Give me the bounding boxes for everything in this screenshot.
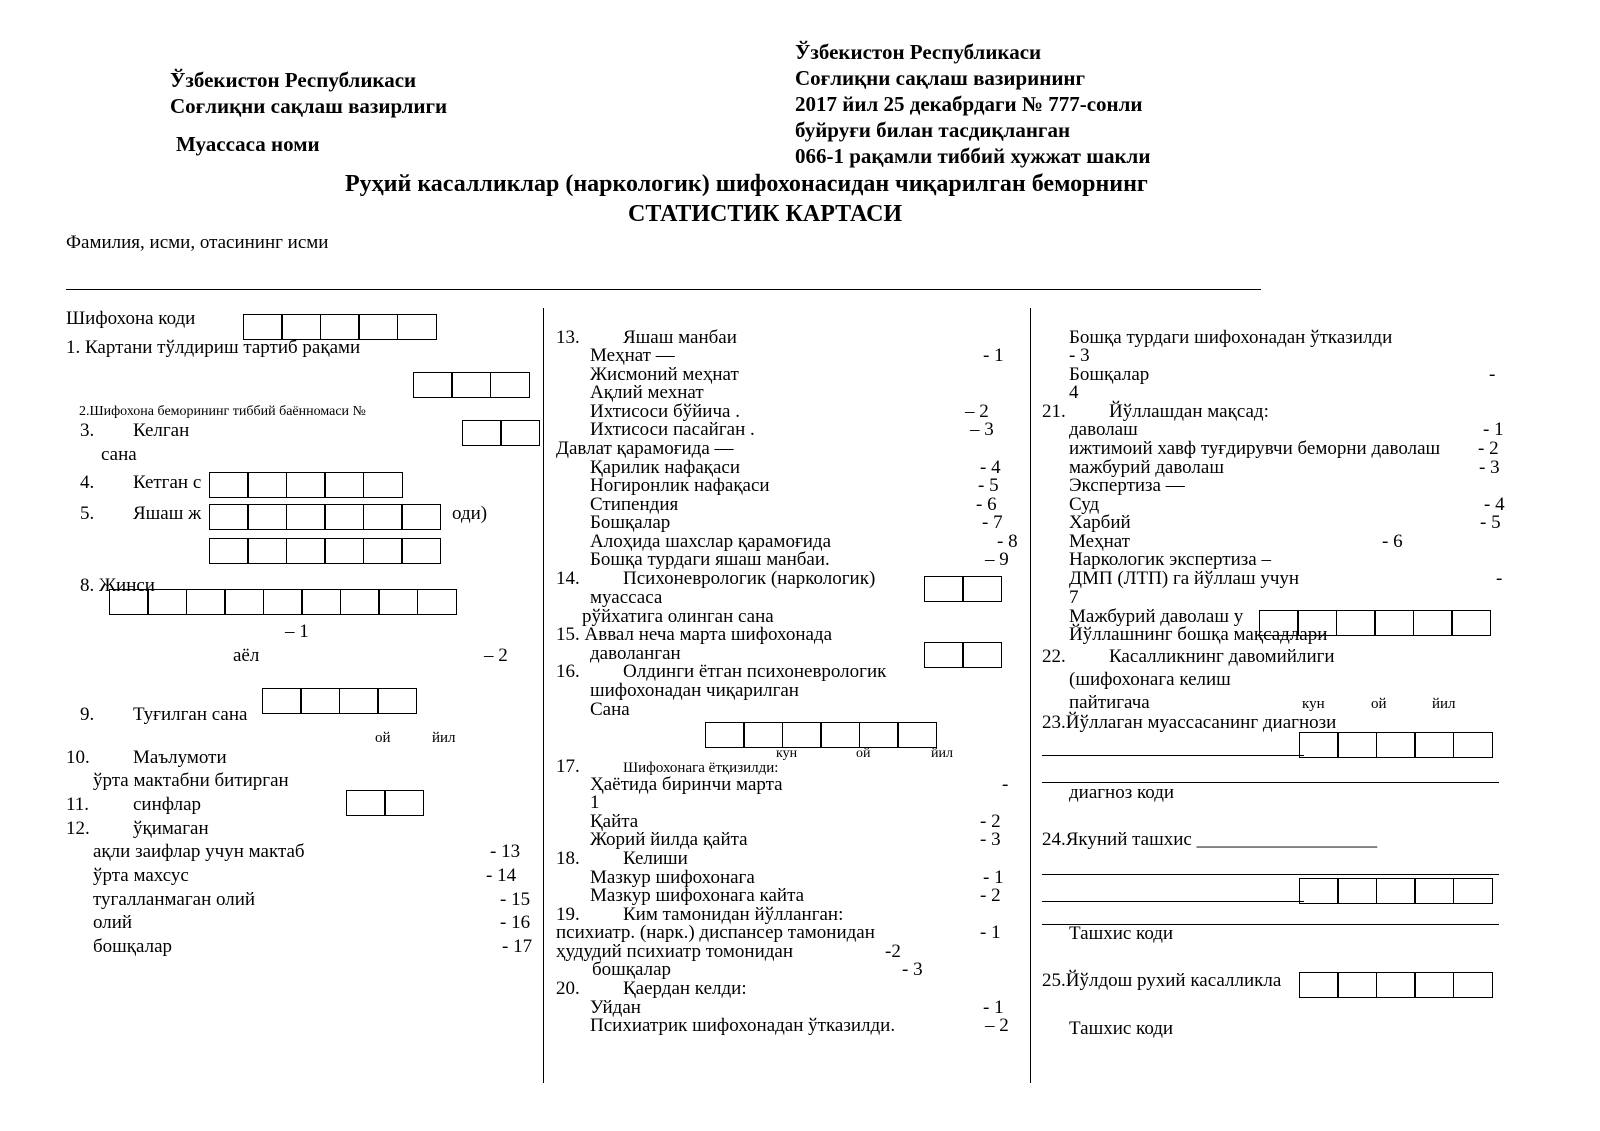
item-16-sub: шифохонадан чиқарилган	[590, 680, 799, 701]
birthdate-boxes[interactable]	[263, 688, 417, 714]
times-treated-boxes[interactable]	[925, 642, 1002, 668]
income-option-code: – 2	[965, 401, 989, 422]
item-23-code-label: диагноз коди	[1069, 782, 1175, 803]
item-5-boxes-1[interactable]	[210, 504, 441, 530]
item-4-label: Кетган с	[133, 472, 202, 493]
item-24-line-1	[1042, 874, 1499, 875]
item-11-number: 11.	[66, 794, 90, 815]
item-2-label: 2.Шифохона беморининг тиббий баённомаси №	[79, 404, 366, 419]
item-22-month-label: ой	[1371, 696, 1387, 712]
income-option-code: - 6	[976, 494, 997, 515]
item-25-boxes[interactable]	[1300, 972, 1493, 998]
item-8-female: аёл	[233, 645, 260, 666]
income-option-code: - 7	[982, 512, 1003, 533]
fullname-line	[66, 289, 1261, 290]
item-15-sub: даволанган	[590, 643, 681, 664]
purpose-dmp-code: 7	[1069, 587, 1079, 608]
income-option-label: Меҳнат —	[590, 345, 675, 366]
item-17-again: Қайта	[590, 811, 639, 832]
item-20-option: Уйдан	[590, 997, 641, 1018]
item-16-month-label: ой	[856, 746, 871, 761]
item-21-label: Йўллашдан мақсад:	[1109, 401, 1269, 422]
edu-option-label: ўрта махсус	[93, 865, 189, 886]
item-8-value-2: – 2	[484, 645, 508, 666]
item-12-label: ўқимаган	[133, 818, 209, 839]
purpose-option-code: - 2	[1478, 438, 1499, 459]
item-14-sub: муассаса	[590, 587, 663, 608]
item-18-option-code: - 2	[980, 885, 1001, 906]
item-22-label: Касалликнинг давомийлиги	[1109, 646, 1335, 667]
item-19-option-code: -2	[885, 941, 901, 962]
item-19-option: ҳудудий психиатр томонидан	[556, 941, 794, 962]
item-11-label: синфлар	[133, 794, 202, 815]
purpose-option-label: Экспертиза —	[1069, 475, 1185, 496]
income-option-label: Жисмоний меҳнат	[590, 364, 739, 385]
purpose-dmp-dash: -	[1496, 568, 1503, 589]
document-subtitle: СТАТИСТИК КАРТАСИ	[628, 201, 903, 227]
item-22-day-label: кун	[1302, 696, 1325, 712]
item-19-option-code: - 1	[980, 922, 1001, 943]
institution-name-label: Муассаса номи	[176, 132, 320, 156]
purpose-dmp: ДМП (ЛТП) га йўллаш учун	[1069, 568, 1300, 589]
purpose-option-code: - 4	[1484, 494, 1505, 515]
item-8-boxes[interactable]	[110, 589, 457, 615]
income-option-label: Алоҳида шахслар қарамоғида	[590, 531, 832, 552]
purpose-forced: Мажбурий даволаш у	[1069, 606, 1244, 627]
purpose-labor-code: - 6	[1382, 531, 1403, 552]
item-25-code-label: Ташхис коди	[1069, 1018, 1174, 1039]
item-10-number: 10.	[66, 747, 90, 768]
item-14-label: Психоневрологик (наркологик)	[623, 568, 876, 589]
item-24-line-2	[1042, 901, 1304, 902]
income-option-label: Ақлий мехнат	[590, 382, 704, 403]
item-18-option: Мазкур шифохонага	[590, 867, 755, 888]
purpose-boxes[interactable]	[1260, 610, 1491, 636]
income-option-code: - 4	[980, 457, 1001, 478]
approval-line-2: Соғлиқни сақлаш вазирининг	[795, 66, 1086, 90]
edu-option-label: олий	[93, 912, 133, 933]
item-23-line-1	[1042, 755, 1304, 756]
grades-boxes[interactable]	[347, 790, 424, 816]
item-20-option-code: 4	[1069, 382, 1079, 403]
purpose-option-label: мажбурий даволаш	[1069, 457, 1224, 478]
birthdate-year-label: йил	[432, 730, 456, 746]
purpose-option-code: - 1	[1483, 419, 1504, 440]
item-9-number: 9.	[80, 704, 95, 725]
item-24-code-label: Ташхис коди	[1069, 923, 1174, 944]
income-option-label: Ногиронлик нафақаси	[590, 475, 770, 496]
income-option-label: Бошқа турдаги яшаш манбаи.	[590, 549, 830, 570]
item-22-sub: (шифохонага келиш	[1069, 669, 1231, 690]
item-1-boxes[interactable]	[414, 372, 530, 398]
item-8-label: 8. Жинси	[80, 575, 155, 596]
income-option-label: Бошқалар	[590, 512, 671, 533]
hospital-code-label: Шифохона коди	[66, 308, 196, 329]
item-23-label: 23.Йўллаган муассасанинг диагнози	[1042, 712, 1337, 733]
item-8-value-1: – 1	[285, 621, 309, 642]
item-9-label: Туғилган сана	[133, 704, 248, 725]
income-option-code: - 1	[983, 345, 1004, 366]
item-5-boxes-2[interactable]	[210, 538, 441, 564]
item-21-number: 21.	[1042, 401, 1066, 422]
approval-line-3: 2017 йил 25 декабрдаги № 777-сонли	[795, 92, 1143, 116]
item-19-option: бошқалар	[592, 959, 672, 980]
item-18-label: Келиши	[623, 848, 688, 869]
item-5-tail: оди)	[452, 503, 488, 524]
state-support-label: Давлат қарамоғида —	[556, 438, 734, 459]
registration-date-boxes[interactable]	[925, 576, 1002, 602]
edu-option-label: ақли заифлар учун мактаб	[93, 841, 305, 862]
column-divider-1	[543, 308, 544, 1083]
edu-option-code: - 16	[500, 912, 531, 933]
item-19-number: 19.	[556, 904, 580, 925]
item-16-sub2: Сана	[590, 699, 630, 720]
item-20-option: Бошқа турдаги шифохонадан ўтказилди	[1069, 327, 1393, 348]
purpose-other: Йўллашнинг бошқа мақсадлари	[1069, 624, 1328, 645]
income-option-code: – 9	[985, 549, 1009, 570]
item-16-year-label: йил	[931, 746, 953, 761]
item-17-again-code: - 2	[980, 811, 1001, 832]
item-18-option: Мазкур шифохонага кайта	[590, 885, 805, 906]
item-1-label: 1. Картани тўлдириш тартиб рақами	[66, 337, 361, 358]
edu-option-label: бошқалар	[93, 936, 173, 957]
item-20-option-code: - 3	[1069, 345, 1090, 366]
item-23-boxes[interactable]	[1300, 732, 1493, 758]
item-24-boxes[interactable]	[1300, 878, 1493, 904]
item-20-option: Психиатрик шифохонадан ўтказилди.	[590, 1015, 896, 1036]
item-17-this-year-code: - 3	[980, 829, 1001, 850]
income-option-code: - 8	[997, 531, 1018, 552]
item-16-day-label: кун	[776, 746, 798, 761]
approval-line-4: буйруғи билан тасдиқланган	[795, 118, 1071, 142]
purpose-option-code: - 5	[1480, 512, 1501, 533]
income-option-label: Ихтисоси пасайган .	[590, 419, 755, 440]
item-18-option-code: - 1	[983, 867, 1004, 888]
item-5-label: Яшаш ж	[133, 503, 202, 524]
purpose-option-code: - 3	[1479, 457, 1500, 478]
item-13-number: 13.	[556, 327, 580, 348]
item-3-boxes[interactable]	[463, 420, 540, 446]
approval-line-5: 066-1 рақамли тиббий хужжат шакли	[795, 144, 1151, 168]
item-3-label: Келган	[133, 420, 190, 441]
edu-option-code: - 13	[490, 841, 521, 862]
discharge-date-boxes[interactable]	[706, 722, 937, 748]
item-5-number: 5.	[80, 503, 95, 524]
item-20-option-code: - 1	[983, 997, 1004, 1018]
edu-option-label: тугалланмаган олий	[93, 889, 256, 910]
item-22-number: 22.	[1042, 646, 1066, 667]
purpose-narco-expertise: Наркологик экспертиза –	[1069, 549, 1271, 570]
item-20-option: Бошқалар	[1069, 364, 1150, 385]
item-15-label: 15. Аввал неча марта шифохонада	[556, 624, 833, 645]
purpose-option-label: Суд	[1069, 494, 1100, 515]
item-17-first-code: 1	[590, 792, 600, 813]
item-19-option-code: - 3	[902, 959, 923, 980]
edu-option-code: - 14	[486, 865, 517, 886]
item-10-sub: ўрта мактабни битирган	[93, 770, 289, 791]
income-option-label: Қарилик нафақаси	[590, 457, 741, 478]
income-option-label: Ихтисоси бўйича .	[590, 401, 740, 422]
ministry-name-left: Соғлиқни сақлаш вазирлиги	[170, 94, 448, 118]
item-4-boxes[interactable]	[210, 472, 403, 498]
item-3-sub: сана	[101, 444, 137, 465]
purpose-labor: Меҳнат	[1069, 531, 1130, 552]
item-14-number: 14.	[556, 568, 580, 589]
item-17-number: 17.	[556, 756, 580, 777]
item-25-label: 25.Йўлдош рухий касалликла	[1042, 970, 1282, 991]
income-option-code: – 3	[970, 419, 994, 440]
purpose-option-label: ижтимоий хавф туғдирувчи беморни даволаш	[1069, 438, 1441, 459]
approval-line-1: Ўзбекистон Республикаси	[795, 40, 1042, 64]
income-option-label: Стипендия	[590, 494, 679, 515]
item-19-option: психиатр. (нарк.) диспансер тамонидан	[556, 922, 875, 943]
column-divider-2	[1030, 308, 1031, 1083]
item-16-number: 16.	[556, 661, 580, 682]
item-17-label: Шифохонага ётқизилди:	[623, 760, 779, 776]
item-14-sub2: рўйхатига олинган сана	[582, 606, 774, 627]
edu-option-code: - 15	[500, 889, 531, 910]
item-20-number: 20.	[556, 978, 580, 999]
item-12-number: 12.	[66, 818, 90, 839]
item-22-sub2: пайтигача	[1069, 692, 1150, 713]
item-18-number: 18.	[556, 848, 580, 869]
document-title: Руҳий касалликлар (наркологик) шифохонасидан чиқарилган беморнинг	[345, 171, 1148, 197]
item-22-year-label: йил	[1432, 696, 1456, 712]
item-20-label: Қаердан келди:	[623, 978, 747, 999]
item-17-this-year: Жорий йилда қайта	[590, 829, 748, 850]
purpose-option-label: Харбий	[1069, 512, 1131, 533]
item-20-option-dash: -	[1489, 364, 1496, 385]
item-17-first: Ҳаётида биринчи марта	[590, 774, 783, 795]
birthdate-month-label: ой	[375, 730, 391, 746]
item-16-label: Олдинги ётган психоневрологик	[623, 661, 887, 682]
item-19-label: Ким тамонидан йўлланган:	[623, 904, 844, 925]
item-17-first-dash: -	[1002, 774, 1009, 795]
income-option-code: - 5	[978, 475, 999, 496]
item-24-label: 24.Якуний ташхис ___________________	[1042, 829, 1378, 850]
item-3-number: 3.	[80, 420, 95, 441]
item-10-label: Маълумоти	[133, 747, 227, 768]
edu-option-code: - 17	[502, 936, 533, 957]
item-20-option-code: – 2	[985, 1015, 1009, 1036]
item-13-label: Яшаш манбаи	[623, 327, 737, 348]
item-4-number: 4.	[80, 472, 95, 493]
fullname-label: Фамилия, исми, отасининг исми	[66, 232, 329, 253]
ministry-country-left: Ўзбекистон Республикаси	[170, 68, 417, 92]
purpose-option-label: даволаш	[1069, 419, 1138, 440]
